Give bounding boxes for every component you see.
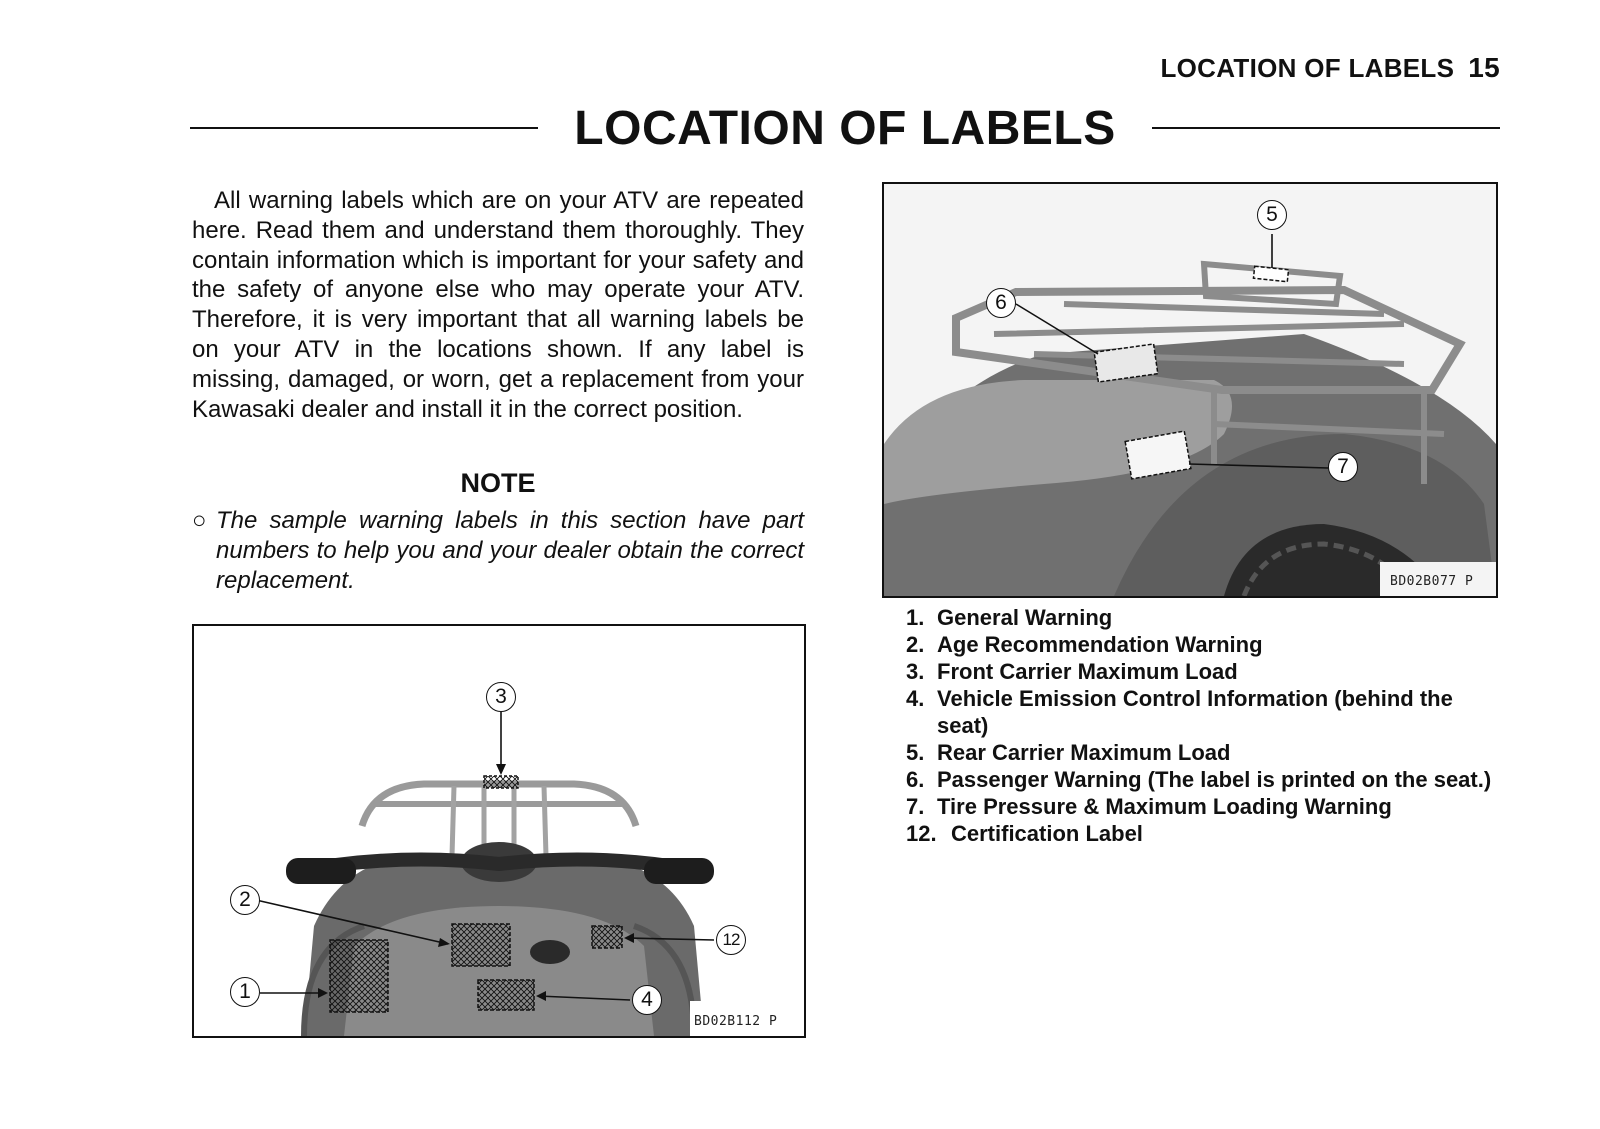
rear-figure-code: BD02B077 P <box>1390 574 1474 589</box>
running-header <box>1160 52 1500 84</box>
legend-text: Front Carrier Maximum Load <box>937 659 1238 684</box>
callout-5: 5 <box>1257 200 1287 230</box>
legend-text: Rear Carrier Maximum Load <box>937 740 1231 765</box>
label-legend <box>906 604 1496 847</box>
legend-item <box>906 793 1496 820</box>
legend-num: 7. <box>906 794 925 819</box>
title-row <box>190 98 1500 158</box>
legend-text: Tire Pressure & Maximum Loading Warning <box>937 794 1392 819</box>
rear-view-illustration <box>884 184 1496 596</box>
legend-text: Certification Label <box>951 821 1143 846</box>
legend-item <box>906 631 1496 658</box>
legend-item <box>906 739 1496 766</box>
page-number: 15 <box>1468 52 1500 83</box>
title-rule-left <box>190 127 538 129</box>
legend-text: General Warning <box>937 605 1113 630</box>
callout-4: 4 <box>632 985 662 1015</box>
rear-view-figure <box>882 182 1498 598</box>
callout-2: 2 <box>230 885 260 915</box>
callout-12: 12 <box>716 925 746 955</box>
legend-num: 6. <box>906 767 925 792</box>
legend-item <box>906 766 1496 793</box>
legend-item <box>906 685 1496 739</box>
legend-num: 1. <box>906 605 925 630</box>
title-rule-right <box>1152 127 1500 129</box>
legend-num: 2. <box>906 632 925 657</box>
running-header-section: LOCATION OF LABELS <box>1160 53 1455 83</box>
front-view-figure <box>192 624 806 1038</box>
front-figure-code: BD02B112 P <box>694 1014 778 1029</box>
callout-6: 6 <box>986 288 1016 318</box>
note-heading: NOTE <box>460 468 536 498</box>
legend-text: Vehicle Emission Control Information (behind the seat) <box>937 686 1453 738</box>
callout-3: 3 <box>486 682 516 712</box>
legend-num: 4. <box>906 686 925 711</box>
page-title: LOCATION OF LABELS <box>574 101 1116 155</box>
note-item <box>192 506 804 595</box>
legend-text: Age Recommendation Warning <box>937 632 1263 657</box>
callout-7: 7 <box>1328 452 1358 482</box>
legend-num: 12. <box>906 821 937 846</box>
legend-item <box>906 658 1496 685</box>
note-bullet: ○ <box>192 507 207 534</box>
legend-num: 3. <box>906 659 925 684</box>
intro-paragraph: All warning labels which are on your ATV are repeated here. Read them and understand them thoroughly. They contain information which is important for your safety and the safety of anyone else who may operate your ATV. Therefore, it is very important that all warning labels be on your ATV in the locations shown. If any label is missing, damaged, or worn, get a replacement from your Kawasaki dealer and install it in the correct position. <box>192 187 804 423</box>
legend-item <box>906 604 1496 631</box>
legend-item <box>906 820 1496 847</box>
note-text: The sample warning labels in this section have part numbers to help you and your dealer obtain the correct replacement. <box>216 507 804 594</box>
legend-num: 5. <box>906 740 925 765</box>
callout-1: 1 <box>230 977 260 1007</box>
legend-text: Passenger Warning (The label is printed on the seat.) <box>937 767 1492 792</box>
